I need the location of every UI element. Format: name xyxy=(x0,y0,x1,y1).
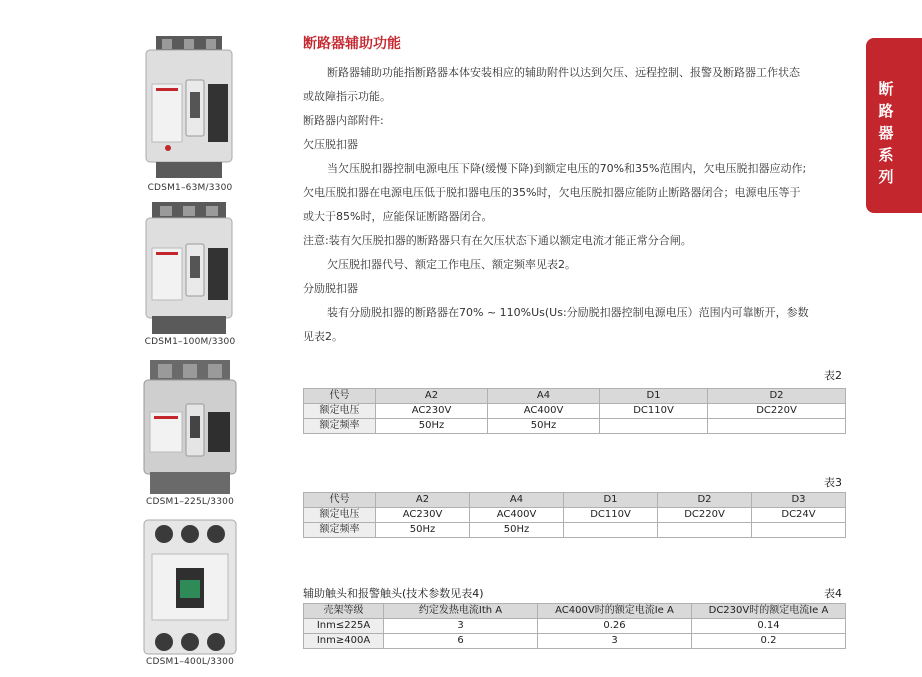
side-tab-char: 系 xyxy=(878,146,894,164)
table-cell: D3 xyxy=(752,493,846,508)
table-cell: AC400V xyxy=(470,508,564,523)
table-cell: DC110V xyxy=(600,404,708,419)
paragraph-line: 断路器辅助功能指断路器本体安装相应的辅助附件以达到欠压、远程控制、报警及断路器工作状态 xyxy=(327,66,800,79)
table-row xyxy=(304,389,846,404)
table-cell xyxy=(658,523,752,538)
product-4 xyxy=(125,518,255,667)
table-cell: 50Hz xyxy=(376,419,488,434)
side-tab-char: 路 xyxy=(878,102,894,120)
paragraph-line: 断路器内部附件: xyxy=(303,114,384,127)
table-row xyxy=(304,508,846,523)
breaker-image xyxy=(142,34,238,182)
table-cell: AC400V时的额定电流Ie A xyxy=(538,604,692,619)
table-cell: D1 xyxy=(600,389,708,404)
product-2 xyxy=(125,200,255,347)
table-row xyxy=(304,619,846,634)
table-cell: 额定频率 xyxy=(304,523,376,538)
table-cell: 50Hz xyxy=(470,523,564,538)
table-cell: A4 xyxy=(470,493,564,508)
section-title: 断路器辅助功能 xyxy=(303,36,401,52)
table-cell: AC400V xyxy=(488,404,600,419)
table-cell: Inm≥400A xyxy=(304,634,384,649)
table-cell: 6 xyxy=(384,634,538,649)
table-row xyxy=(304,523,846,538)
product-caption: CDSM1–100M/3300 xyxy=(144,337,236,347)
side-tab-char: 列 xyxy=(878,168,894,186)
table-cell: 约定发热电流Ith A xyxy=(384,604,538,619)
table-row xyxy=(304,604,846,619)
table-cell: 代号 xyxy=(304,389,376,404)
paragraph-line: 或故障指示功能。 xyxy=(303,90,391,103)
table-cell: 壳架等级 xyxy=(304,604,384,619)
table-cell xyxy=(752,523,846,538)
table-row xyxy=(304,419,846,434)
note-line: 注意:装有欠压脱扣器的断路器只有在欠压状态下通以额定电流才能正常分合闸。 xyxy=(303,234,692,247)
paragraph-line: 欠电压脱扣器在电源电压低于脱扣器电压的35%时，欠电压脱扣器应能防止断路器闭合；电源电压等于 xyxy=(303,186,801,199)
table-cell: DC24V xyxy=(752,508,846,523)
table-cell: 额定电压 xyxy=(304,508,376,523)
table-cell xyxy=(564,523,658,538)
table-cell: A2 xyxy=(376,389,488,404)
paragraph-line: 见表2。 xyxy=(303,330,343,343)
table-title: 辅助触头和报警触头(技术参数见表4) xyxy=(303,587,484,600)
table-caption: 表2 xyxy=(824,369,842,382)
table-cell: Inm≤225A xyxy=(304,619,384,634)
table-row xyxy=(304,493,846,508)
table-caption: 表4 xyxy=(824,587,842,600)
table-cell: DC220V xyxy=(708,404,846,419)
table-cell: 50Hz xyxy=(376,523,470,538)
table-cell: 额定频率 xyxy=(304,419,376,434)
table-cell: 0.2 xyxy=(692,634,846,649)
table-3 xyxy=(303,492,846,538)
table-cell: AC230V xyxy=(376,508,470,523)
series-side-tab xyxy=(866,38,922,213)
table-cell xyxy=(708,419,846,434)
table-cell: D2 xyxy=(708,389,846,404)
paragraph-line: 当欠压脱扣器控制电源电压下降(缓慢下降)到额定电压的70%和35%范围内，欠电压脱扣器应动作; xyxy=(327,162,807,175)
table-cell: A2 xyxy=(376,493,470,508)
paragraph-line: 或大于85%时，应能保证断路器闭合。 xyxy=(303,210,493,223)
paragraph-line: 装有分励脱扣器的断路器在70% ~ 110%Us(Us:分励脱扣器控制电源电压）范围内可靠断开，参数 xyxy=(327,306,809,319)
side-tab-char: 器 xyxy=(878,124,894,142)
table-cell: A4 xyxy=(488,389,600,404)
table-2 xyxy=(303,388,846,434)
subheading: 欠压脱扣器 xyxy=(303,138,358,151)
table-cell: DC230V时的额定电流Ie A xyxy=(692,604,846,619)
table-cell: 0.26 xyxy=(538,619,692,634)
table-cell: D1 xyxy=(564,493,658,508)
table-cell: DC220V xyxy=(658,508,752,523)
table-row xyxy=(304,634,846,649)
product-1 xyxy=(125,34,255,193)
side-tab-char: 断 xyxy=(878,80,894,98)
table-cell: 3 xyxy=(538,634,692,649)
table-4 xyxy=(303,603,846,649)
product-caption: CDSM1–225L/3300 xyxy=(145,497,235,507)
table-cell: 代号 xyxy=(304,493,376,508)
breaker-image xyxy=(142,200,238,336)
breaker-image xyxy=(140,518,240,656)
subheading: 分励脱扣器 xyxy=(303,282,358,295)
product-caption: CDSM1–400L/3300 xyxy=(145,657,235,667)
table-cell: DC110V xyxy=(564,508,658,523)
table-cell: 50Hz xyxy=(488,419,600,434)
table-cell: 额定电压 xyxy=(304,404,376,419)
table-cell: AC230V xyxy=(376,404,488,419)
table-cell: D2 xyxy=(658,493,752,508)
breaker-image xyxy=(140,358,240,496)
table-cell: 0.14 xyxy=(692,619,846,634)
table-cell: 3 xyxy=(384,619,538,634)
paragraph-line: 欠压脱扣器代号、额定工作电压、额定频率见表2。 xyxy=(327,258,576,271)
product-caption: CDSM1–63M/3300 xyxy=(147,183,233,193)
table-row xyxy=(304,404,846,419)
product-3 xyxy=(125,358,255,507)
table-caption: 表3 xyxy=(824,476,842,489)
table-cell xyxy=(600,419,708,434)
